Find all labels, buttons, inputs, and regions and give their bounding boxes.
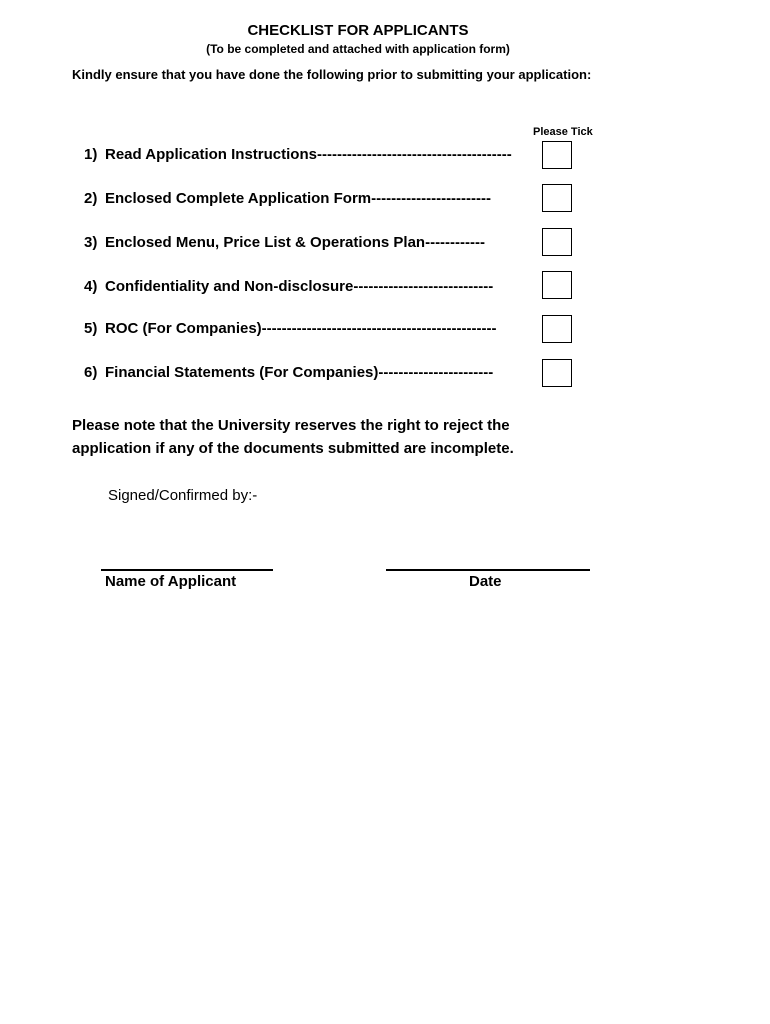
- item-number: 6): [84, 364, 98, 381]
- name-of-applicant-label: Name of Applicant: [105, 573, 237, 590]
- checkbox-item-2[interactable]: [542, 184, 572, 212]
- checkbox-item-3[interactable]: [542, 228, 572, 256]
- date-signature-line[interactable]: [386, 569, 590, 571]
- checklist-item-1: [84, 146, 512, 163]
- page-subtitle: (To be completed and attached with application form): [206, 42, 510, 56]
- page-title: CHECKLIST FOR APPLICANTS: [247, 22, 469, 39]
- item-number: 2): [84, 190, 98, 207]
- checkbox-item-4[interactable]: [542, 271, 572, 299]
- signed-confirmed-label: Signed/Confirmed by:-: [108, 487, 258, 504]
- item-label: Confidentiality and Non-disclosure----------------------------: [105, 278, 494, 295]
- item-label: Read Application Instructions---------------------------------------: [105, 146, 512, 163]
- item-label: Financial Statements (For Companies)-----------------------: [105, 364, 494, 381]
- intro-text: Kindly ensure that you have done the following prior to submitting your application:: [72, 67, 592, 82]
- item-number: 1): [84, 146, 98, 163]
- checklist-item-4: [84, 278, 493, 295]
- tick-column-label: Please Tick: [533, 126, 593, 138]
- checkbox-item-6[interactable]: [542, 359, 572, 387]
- item-label: Enclosed Complete Application Form------------------------: [105, 190, 492, 207]
- item-label: Enclosed Menu, Price List & Operations Plan------------: [105, 234, 486, 251]
- checkbox-item-5[interactable]: [542, 315, 572, 343]
- item-number: 4): [84, 278, 98, 295]
- checklist-item-2: [84, 190, 491, 207]
- rejection-note: Please note that the University reserves the right to reject the application if any of the documents submitted are incomplete.: [72, 417, 514, 457]
- checklist-item-6: [84, 364, 493, 381]
- date-label: Date: [469, 573, 502, 590]
- item-number: 3): [84, 234, 98, 251]
- name-signature-line[interactable]: [101, 569, 273, 571]
- checklist-item-5: [84, 320, 496, 337]
- item-number: 5): [84, 320, 98, 337]
- checklist-item-3: [84, 234, 485, 251]
- item-label: ROC (For Companies)-----------------------------------------------: [105, 320, 497, 337]
- checkbox-item-1[interactable]: [542, 141, 572, 169]
